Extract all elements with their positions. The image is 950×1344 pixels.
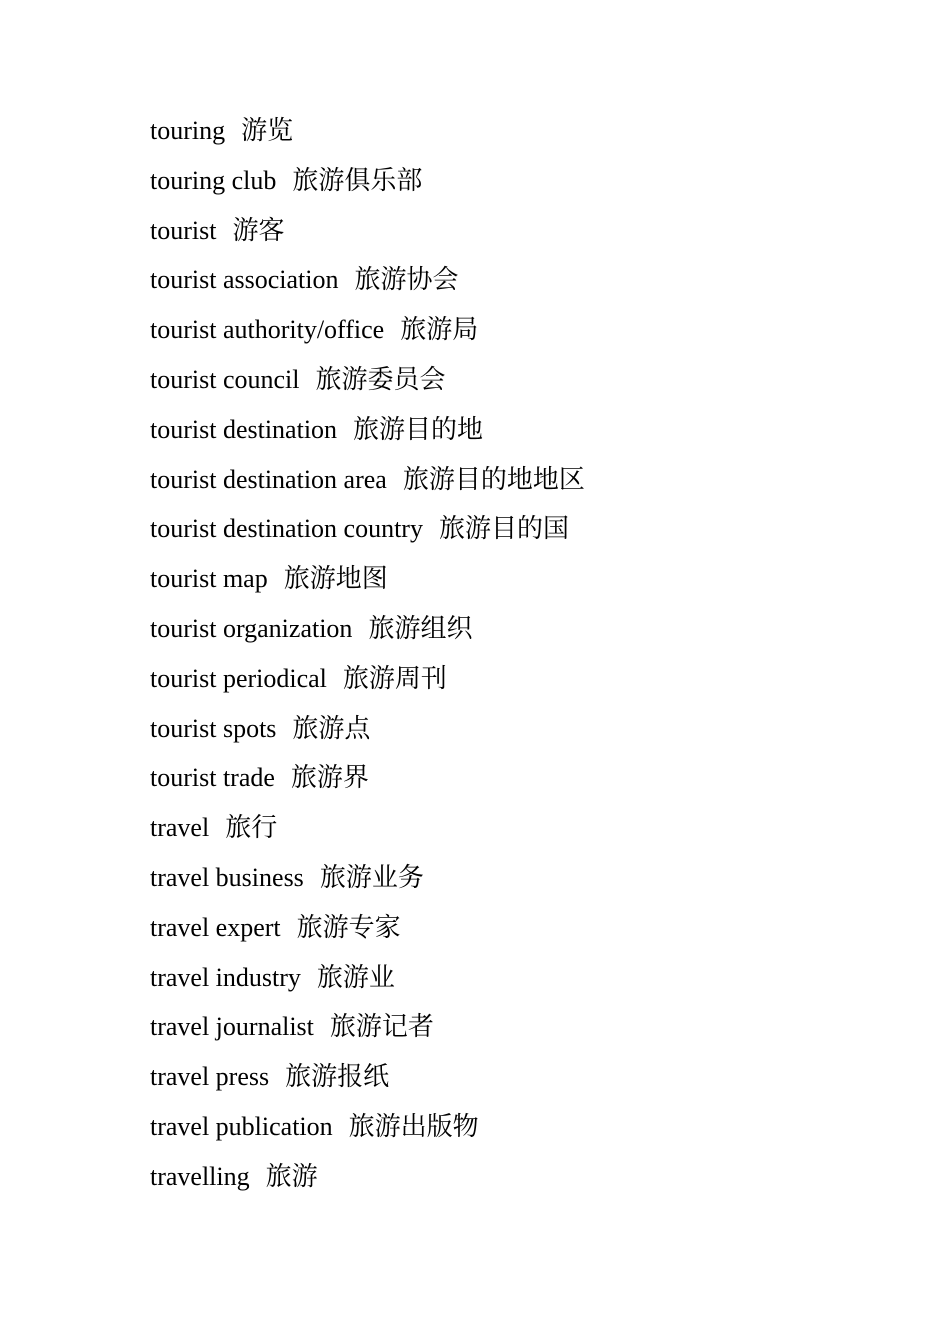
glossary-entry xyxy=(150,1002,585,1052)
entry-term: tourist authority/office xyxy=(150,315,385,345)
entry-term: tourist map xyxy=(150,564,268,594)
entry-translation: 旅游出版物 xyxy=(348,1111,479,1142)
entry-term: tourist destination xyxy=(150,414,338,444)
entry-term: travel business xyxy=(150,862,304,892)
entry-term: tourist destination country xyxy=(150,514,423,544)
entry-translation: 旅游点 xyxy=(292,713,371,744)
entry-translation: 旅游专家 xyxy=(296,912,401,943)
glossary-entry xyxy=(150,355,585,405)
entry-translation: 旅游 xyxy=(265,1161,318,1192)
entry-translation: 旅游界 xyxy=(290,763,369,794)
glossary-entry xyxy=(150,1102,585,1152)
entry-translation: 旅游目的国 xyxy=(438,514,569,545)
entry-term: travel industry xyxy=(150,962,301,992)
entry-term: touring club xyxy=(150,165,277,195)
glossary-entry xyxy=(150,206,585,256)
glossary-entry xyxy=(150,305,585,355)
entry-term: tourist periodical xyxy=(150,663,327,693)
entry-term: tourist spots xyxy=(150,713,277,743)
entry-translation: 旅行 xyxy=(225,813,278,844)
entry-translation: 旅游局 xyxy=(400,315,479,346)
entry-translation: 旅游业务 xyxy=(319,862,424,893)
glossary-entry xyxy=(150,504,585,554)
glossary-entry xyxy=(150,903,585,953)
glossary-entry xyxy=(150,156,585,206)
entry-term: tourist destination area xyxy=(150,464,387,494)
entry-translation: 旅游报纸 xyxy=(285,1062,390,1093)
entry-translation: 旅游委员会 xyxy=(315,364,446,395)
entry-term: tourist xyxy=(150,215,217,245)
glossary-entry xyxy=(150,106,585,156)
entry-term: travel press xyxy=(150,1062,270,1092)
entry-translation: 旅游目的地地区 xyxy=(402,464,585,495)
glossary-entry xyxy=(150,554,585,604)
entry-term: tourist organization xyxy=(150,613,353,643)
glossary-entry xyxy=(150,604,585,654)
glossary-entry xyxy=(150,753,585,803)
entry-term: travel publication xyxy=(150,1111,333,1141)
entry-term: tourist council xyxy=(150,364,300,394)
glossary-entry xyxy=(150,255,585,305)
glossary-entry xyxy=(150,654,585,704)
entry-translation: 旅游组织 xyxy=(368,613,473,644)
entry-translation: 旅游记者 xyxy=(329,1012,434,1043)
entry-translation: 旅游地图 xyxy=(283,564,388,595)
entry-term: tourist trade xyxy=(150,763,275,793)
glossary-entry xyxy=(150,953,585,1003)
entry-term: travel expert xyxy=(150,912,281,942)
entry-translation: 游客 xyxy=(232,215,285,246)
glossary-entry xyxy=(150,455,585,505)
entry-term: travel xyxy=(150,813,210,843)
glossary-entry xyxy=(150,704,585,754)
entry-translation: 游览 xyxy=(241,116,294,146)
entry-translation: 旅游业 xyxy=(316,962,395,993)
glossary-list xyxy=(150,106,585,1202)
entry-term: travelling xyxy=(150,1161,250,1191)
glossary-entry xyxy=(150,1052,585,1102)
entry-translation: 旅游协会 xyxy=(354,265,459,296)
entry-translation: 旅游目的地 xyxy=(353,414,484,445)
glossary-entry xyxy=(150,853,585,903)
entry-term: travel journalist xyxy=(150,1012,314,1042)
entry-term: tourist association xyxy=(150,265,339,295)
glossary-entry xyxy=(150,803,585,853)
entry-translation: 旅游周刊 xyxy=(342,663,447,694)
glossary-entry xyxy=(150,405,585,455)
glossary-entry xyxy=(150,1152,585,1202)
entry-term: touring xyxy=(150,116,226,145)
entry-translation: 旅游俱乐部 xyxy=(292,165,423,196)
